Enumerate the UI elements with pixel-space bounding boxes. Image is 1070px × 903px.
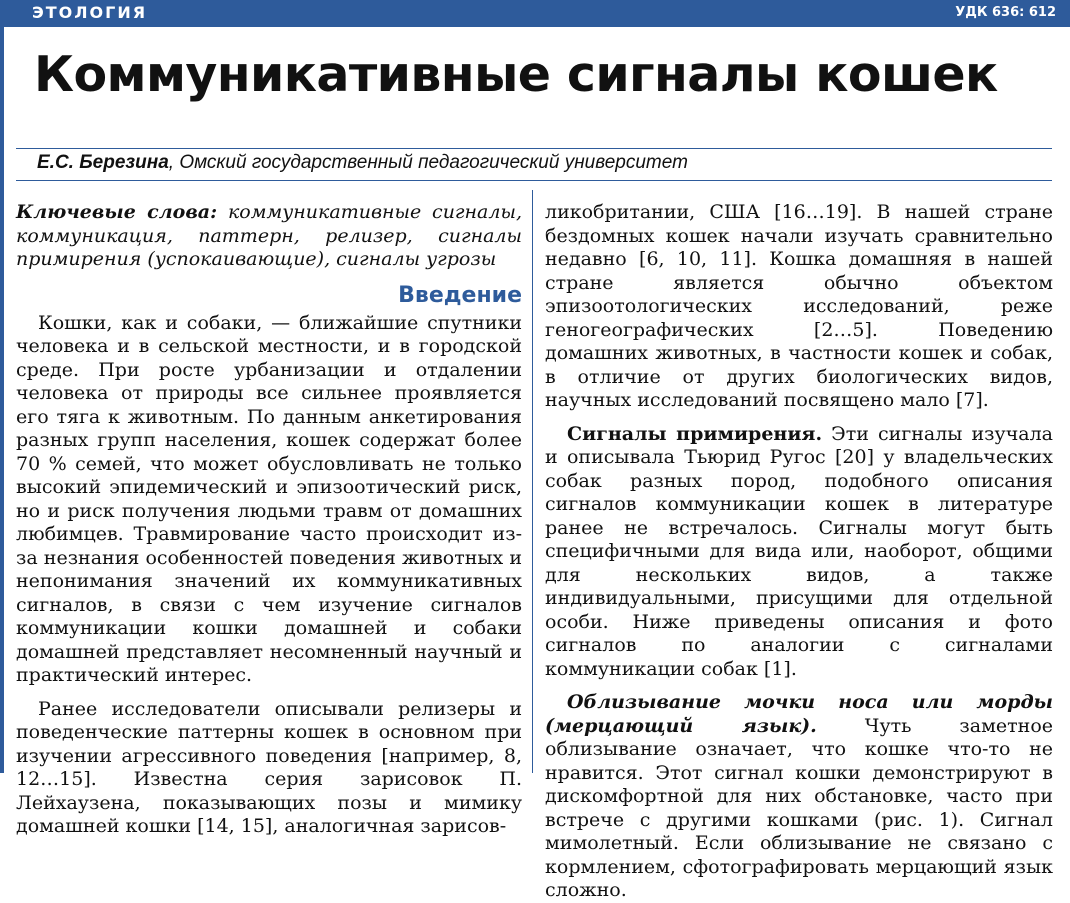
section-label: ЭТОЛОГИЯ: [32, 3, 148, 22]
intro-paragraph-2: Ранее исследователи описывали релизеры и поведенческие паттерны кошек в основном при изучении агрессивного поведения [например, 8, 12…15]. Известна серия зарисовок П. Лейхаузена, показывающих позы и мимику домашней кошки [14, 15], аналогичная зарисов-: [16, 697, 522, 837]
nose-licking-paragraph: [545, 691, 1053, 903]
intro-heading: Введение: [398, 282, 522, 308]
author-affiliation: , Омский государственный педагогический университет: [168, 152, 688, 173]
reconciliation-signals-text: Эти сигналы изучала и описывала Тьюрид Ругос [20] у владельческих собак разных пород, подобного описания сигналов коммуникации кошек в литературе ранее не встречалось. Сигналы могут быть специфичными для вида или, наоборот, общими для нескольких видов, а также индивидуальными, присущими для отдельной особи. Ниже приведены описания и фото сигналов по аналогии с сигналами коммуникации собак [1].: [545, 422, 1053, 680]
left-column: [16, 201, 522, 839]
reconciliation-signals-paragraph: [545, 423, 1053, 682]
reconciliation-signals-lead: Сигналы примирения.: [567, 422, 823, 445]
nose-licking-lead: Облизывание мочки носа или морды (мерцающий язык).: [545, 691, 1053, 737]
nose-licking-text: Чуть заметное облизывание означает, что кошке что-то не нравится. Этот сигнал кошки демонстрируют в дискомфортной для них обстановке, часто при встрече с другими кошками (рис. 1). Сигнал мимолетный. Если облизывание не связано с кормлением, сфотографировать мерцающий язык сложно.: [545, 714, 1054, 901]
author-top-rule: [16, 148, 1052, 149]
section-header-bar: [0, 0, 1070, 27]
keywords-paragraph: [16, 201, 522, 272]
article-title: Коммуникативные сигналы кошек: [34, 46, 998, 103]
author-name: Е.С. Березина: [37, 152, 169, 173]
udk-code: УДК 636: 612: [955, 5, 1056, 20]
column-divider: [532, 190, 533, 773]
right-column: [545, 201, 1053, 903]
keywords-label: Ключевые слова:: [16, 201, 218, 223]
intro-paragraph-1: Кошки, как и собаки, — ближайшие спутники человека и в сельской местности, и в городской среде. При росте урбанизации и отдалении человека от природы все сильнее проявляется его тяга к животным. По данным анкетирования разных групп населения, кошек содержат более 70 % семей, что может обусловливать не только высокий эпидемический и эпизоотический риск, но и риск получения людьми травм от домашних любимцев. Травмирование часто происходит из-за незнания особенностей поведения животных и непонимания значений их коммуникативных сигналов, в связи с чем изучение сигналов коммуникации кошки домашней и собаки домашней представляет несомненный научный и практический интерес.: [16, 311, 522, 686]
keywords-text: коммуникативные сигналы, коммуникация, паттерн, релизер, сигналы примирения (успокаивающие), сигналы угрозы: [16, 201, 522, 270]
left-accent-bar: [0, 27, 4, 773]
author-line: [37, 152, 688, 174]
right-paragraph-1: ликобритании, США [16…19]. В нашей стране бездомных кошек начали изучать сравнительно недавно [6, 10, 11]. Кошка домашняя в нашей стране является обычно объектом эпизоотологических исследований, реже геногеографических [2…5]. Поведению домашних животных, в частности кошек и собак, в отличие от других биологических видов, научных исследований посвящено мало [7].: [545, 201, 1053, 411]
author-bottom-rule: [16, 180, 1052, 181]
